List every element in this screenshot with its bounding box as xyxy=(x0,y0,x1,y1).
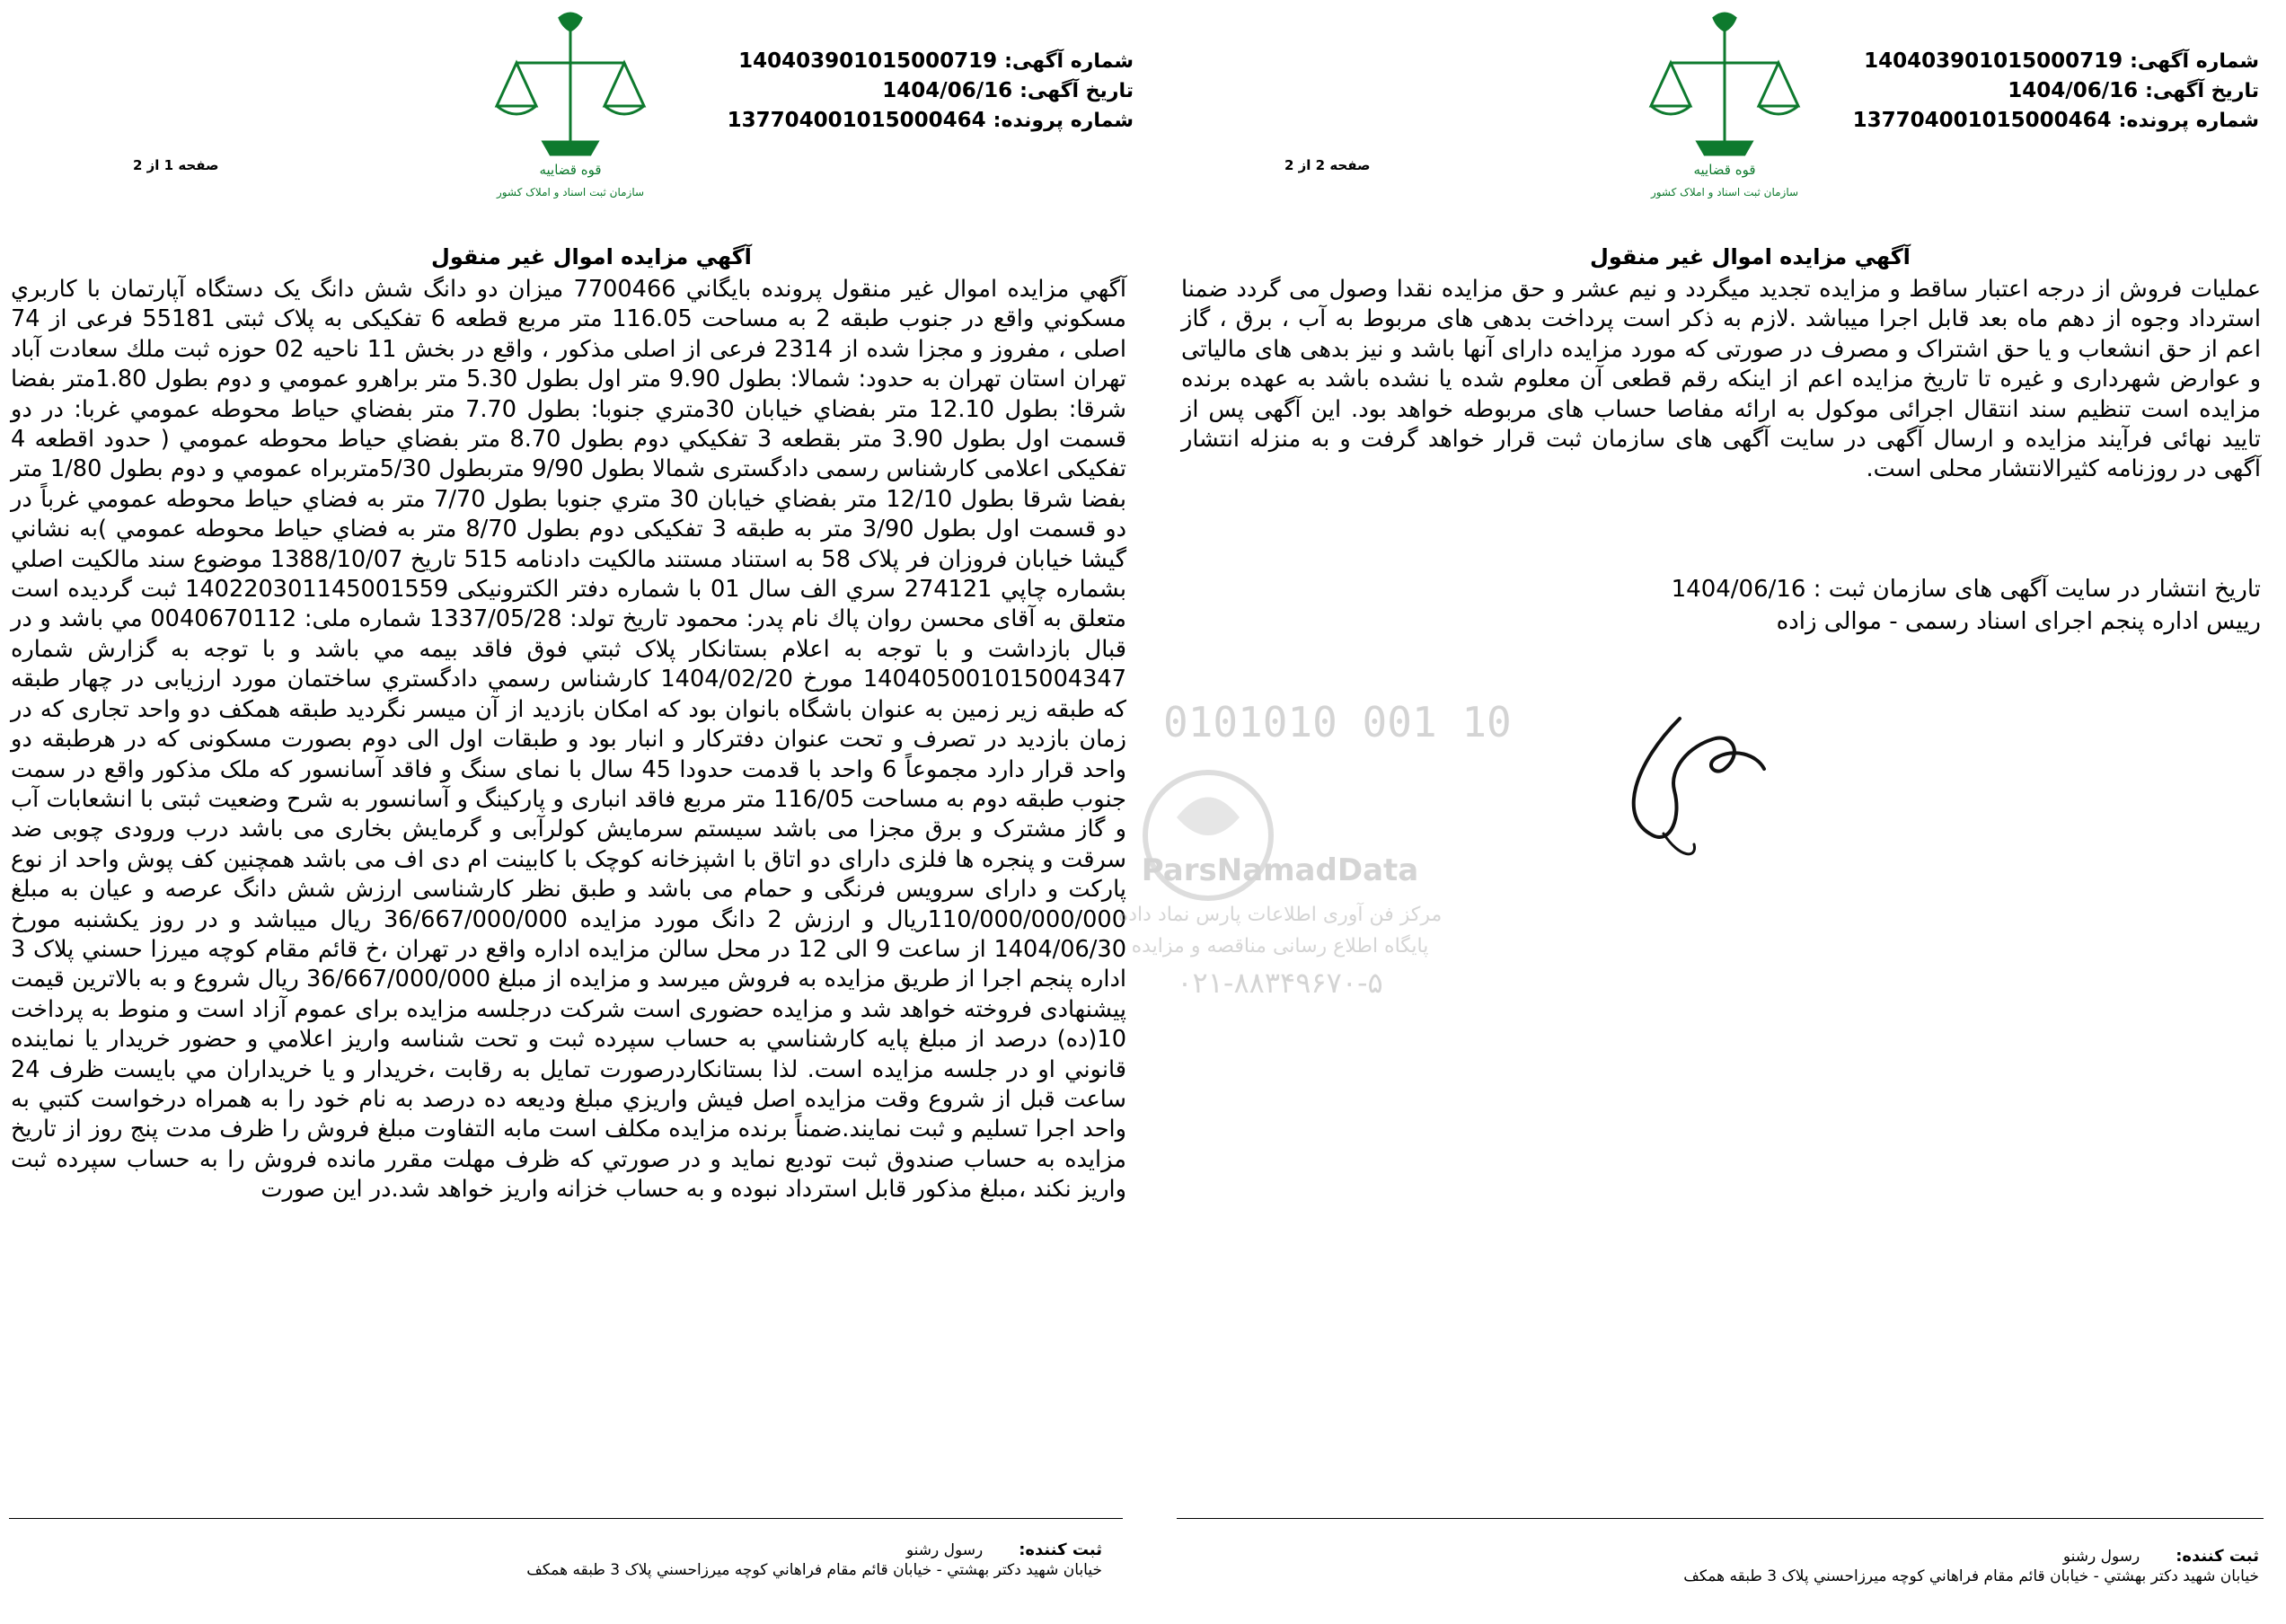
notice-date-label: تاریخ آگهی: xyxy=(1019,80,1134,102)
notice-number: 140403901015000719 xyxy=(1864,49,2123,73)
notice-date: 1404/06/16 xyxy=(2008,79,2139,102)
org-name: سازمان ثبت اسناد و املاک کشور xyxy=(1650,186,1799,199)
page-footer xyxy=(1683,1547,2259,1586)
signature-image xyxy=(1581,683,1796,880)
footer-divider xyxy=(1177,1518,2264,1519)
watermark-line2: پایگاه اطلاع رسانی مناقصه و مزایده xyxy=(1131,935,1429,958)
page-number: صفحه 2 از 2 xyxy=(1284,157,1371,173)
notice-title: آگهي مزايده اموال غير منقول xyxy=(431,244,752,269)
page-number: صفحه 1 از 2 xyxy=(133,157,219,173)
footer-divider xyxy=(9,1518,1123,1519)
notice-title: آگهي مزايده اموال غير منقول xyxy=(1590,244,1911,269)
notice-number-label: شماره آگهی: xyxy=(2130,50,2259,73)
watermark-binary: 0101010 001 10 xyxy=(1163,698,1512,746)
notice-date: 1404/06/16 xyxy=(882,79,1013,102)
org-name: سازمان ثبت اسناد و املاک کشور xyxy=(496,186,645,199)
notice-number-label: شماره آگهی: xyxy=(1004,50,1134,73)
signer-title: رييس اداره پنجم اجرای اسناد رسمی - موالی زاده xyxy=(1776,608,2261,635)
registrar-name: رسول رشنو xyxy=(2062,1548,2140,1566)
office-address: خيابان شهيد دکتر بهشتي - خيابان قائم مقام فراهاني کوچه ميرزاحسني پلاک 3 طبقه همکف xyxy=(526,1561,1102,1579)
notice-body xyxy=(11,275,1126,1205)
notice-meta xyxy=(1853,47,2259,136)
page-2 xyxy=(1136,0,2286,1624)
case-number-label: شماره پرونده: xyxy=(993,110,1134,132)
publish-date: 1404/06/16 xyxy=(1671,576,1806,603)
judiciary-label: قوه قضاییه xyxy=(539,162,602,178)
notice-body-paragraph: آگهي مزايده اموال غير منقول پرونده بايگاني 7700466 ميزان دو دانگ شش دانگ يک دستگاه آپارتمان با کاربري مسکوني واقع در جنوب طبقه 2 به مساحت 116.05 متر مربع قطعه 6 تفکيکی به پلاک ثبتی 55181 فرعی از 74 اصلی ، مفروز و مجزا شده از 2314 فرعی از اصلی مذکور ، واقع در بخش 11 ناحيه 02 حوزه ثبت ملك سعادت آباد تهران استان تهران به حدود: شمالا: بطول 9.90 متر اول بطول 5.30 متر براهرو عمومي و دوم بطول 1.80متر بفضا شرقا: بطول 12.10 متر بفضاي خيابان 30متري جنوبا: بطول 7.70 متر بفضاي حياط محوطه عمومي غربا: در دو قسمت اول بطول 3.90 متر بقطعه 3 تفکيکي دوم بطول 8.70 متر بفضاي حياط محوطه عمومي ( حدود اقطعه 4 تفکيکی اعلامی کارشناس رسمی دادگستری شمالا بطول 9/90 متربطول 5/30متربراه عمومي و دوم بطول 1/80 متر بفضا شرقا بطول 12/10 متر بفضاي خيابان 30 متري جنوبا بطول 7/70 متر به فضاي حياط محوطه عمومي غرباً در دو قسمت اول بطول 3/90 متر به طبقه 3 تفکيکی دوم بطول 8/70 متر به فضاي حياط محوطه عمومي )به نشاني گيشا خيابان فروزان فر پلاک 58 به استناد مستند مالکيت دادنامه 515 تاريخ 1388/10/07 موضوع سند مالکيت اصلي بشماره چاپي 274121 سري الف سال 01 با شماره دفتر الكترونيكی 140220301145001559 ثبت گرديده است متعلق به آقای محسن روان پاك نام پدر: محمود تاريخ تولد: 1337/05/28 شماره ملی: 0040670112 مي باشد و در قبال بازداشت و با توجه به اعلام بستانکار پلاک ثبتي فوق فاقد بيمه مي باشد و با توجه به گزارش شماره 140405001015004347 مورخ 1404/02/20 کارشناس رسمي دادگستري ساختمان مورد ارزيابی در چهار طبقه که طبقه زير زمين به عنوان باشگاه بانوان بود که امکان بازديد از آن ميسر نگرديد طبقه همکف دو واحد تجاری که در زمان بازديد در تصرف و تحت عنوان دفترکار و انبار بود و طبقات اول الی دوم بصورت مسکونی که در هرطبقه دو واحد قرار دارد مجموعاً 6 واحد با قدمت حدودا 45 سال با نمای سنگ و فاقد آسانسور که ملک مذکور واقع در سمت جنوب طبقه دوم به مساحت 116/05 متر مربع فاقد انباری و پارکينگ و آسانسور به شرح وضعيت ثبتی با انشعابات آب و گاز مشترک و برق مجزا می باشد سيستم سرمايش کولرآبی و گرمايش بخاری می باشد درب ورودی چوبی ضد سرقت و پنجره ها فلزی دارای دو اتاق با اشپزخانه کوچک با کابينت ام دی اف می باشد همچنين کف پوش واحد از نوع پارکت و دارای سرويس فرنگی و حمام می باشد و طبق نظر کارشناسی ارزش شش دانگ عرصه و عيان به مبلغ 110/000/000/000ريال و ارزش 2 دانگ مورد مزايده 36/667/000/000 ريال ميباشد و در روز يکشنبه مورخ 1404/06/30 از ساعت 9 الی 12 در محل سالن مزايده اداره واقع در تهران ،خ قائم مقام کوچه ميرزا حسني پلاک 3 اداره پنجم اجرا از طريق مزايده به فروش ميرسد و مزايده از مبلغ 36/667/000/000 ريال شروع و به بالاترين قيمت پيشنهادی فروخته خواهد شد و مزايده حضوری است شرکت درجلسه مزايده برای عموم آزاد است و منوط به پرداخت 10(ده) درصد از مبلغ پايه کارشناسي به حساب سپرده ثبت و تحت شناسه واريز اعلامي و حضور خريدار يا نماينده قانوني او در جلسه مزايده است. لذا بستانکاردرصورت تمايل به رقابت ،خريدار و يا خريداران مي بايست ظرف 24 ساعت قبل از شروع وقت مزايده اصل فيش واريزي مبلغ وديعه ده درصد به نام خود را به همراه درخواست کتبي به واحد اجرا تسليم و ثبت نمايند.ضمناً برنده مزايده مکلف است مابه التفاوت مبلغ فروش را ظرف مدت پنج روز از تاريخ مزايده به حساب صندوق ثبت توديع نمايد و در صورتي که ظرف مهلت مقرر مانده فروش را به حساب سپرده ثبت واريز نکند ،مبلغ مذکور قابل استرداد نبوده و به حساب خزانه واريز خواهد شد.در اين صورت xyxy=(11,276,1127,1204)
watermark-phone: ۰۲۱-۸۸۳۴۹۶۷۰-۵ xyxy=(1177,966,1383,1000)
case-number-label: شماره پرونده: xyxy=(2118,110,2259,132)
notice-body-paragraph: عمليات فروش از درجه اعتبار ساقط و مزايده تجديد ميگردد و نيم عشر و حق مزايده نقدا وصول می گردد ضمنا استرداد وجوه از دهم ماه بعد قابل اجرا ميباشد .لازم به ذکر است پرداخت بدهی های مربوط به آب ، برق ، گاز اعم از حق انشعاب و يا حق اشتراک و مصرف در صورتی که مورد مزايده دارای آنها باشد و نيز بدهی های مالياتی و عوارض شهرداری و غيره تا تاريخ مزايده اعم از اينکه رقم قطعی آن معلوم شده يا نشده باشد به عهده برنده مزايده است تنظيم سند انتقال اجرائی موکول به ارائه مفاصا حساب های مربوطه خواهد بود. اين آگهی پس از تاييد نهائی فرآيند مزايده و ارسال آگهی در سايت آگهی های سازمان ثبت قرار خواهد گرفت و به منزله انتشار آگهی در روزنامه کثيرالانتشار محلی است. xyxy=(1181,276,2261,483)
registrar-label: ثبت کننده: xyxy=(1019,1540,1102,1559)
notice-number: 140403901015000719 xyxy=(738,49,998,73)
watermark-brand: ParsNamadData xyxy=(1141,852,1419,888)
page-1 xyxy=(0,0,1136,1624)
page-footer xyxy=(526,1540,1102,1580)
notice-body xyxy=(1181,275,2261,485)
case-number: 137704001015000464 xyxy=(1852,109,2112,132)
judiciary-emblem-icon xyxy=(1635,7,1814,205)
publication-info xyxy=(1181,573,2261,638)
publish-date-label: تاريخ انتشار در سايت آگهی های سازمان ثبت : xyxy=(1813,576,2261,603)
judiciary-label: قوه قضاییه xyxy=(1693,162,1756,178)
notice-meta xyxy=(728,47,1134,136)
case-number: 137704001015000464 xyxy=(727,109,986,132)
judiciary-emblem-icon xyxy=(481,7,660,205)
watermark-line1: مرکز فن آوری اطلاعات پارس نماد داده xyxy=(1117,904,1443,926)
notice-date-label: تاریخ آگهی: xyxy=(2145,80,2259,102)
registrar-label: ثبت کننده: xyxy=(2176,1547,2259,1566)
office-address: خيابان شهيد دکتر بهشتي - خيابان قائم مقام فراهاني کوچه ميرزاحسني پلاک 3 طبقه همکف xyxy=(1683,1567,2259,1585)
registrar-name: رسول رشنو xyxy=(905,1541,984,1559)
